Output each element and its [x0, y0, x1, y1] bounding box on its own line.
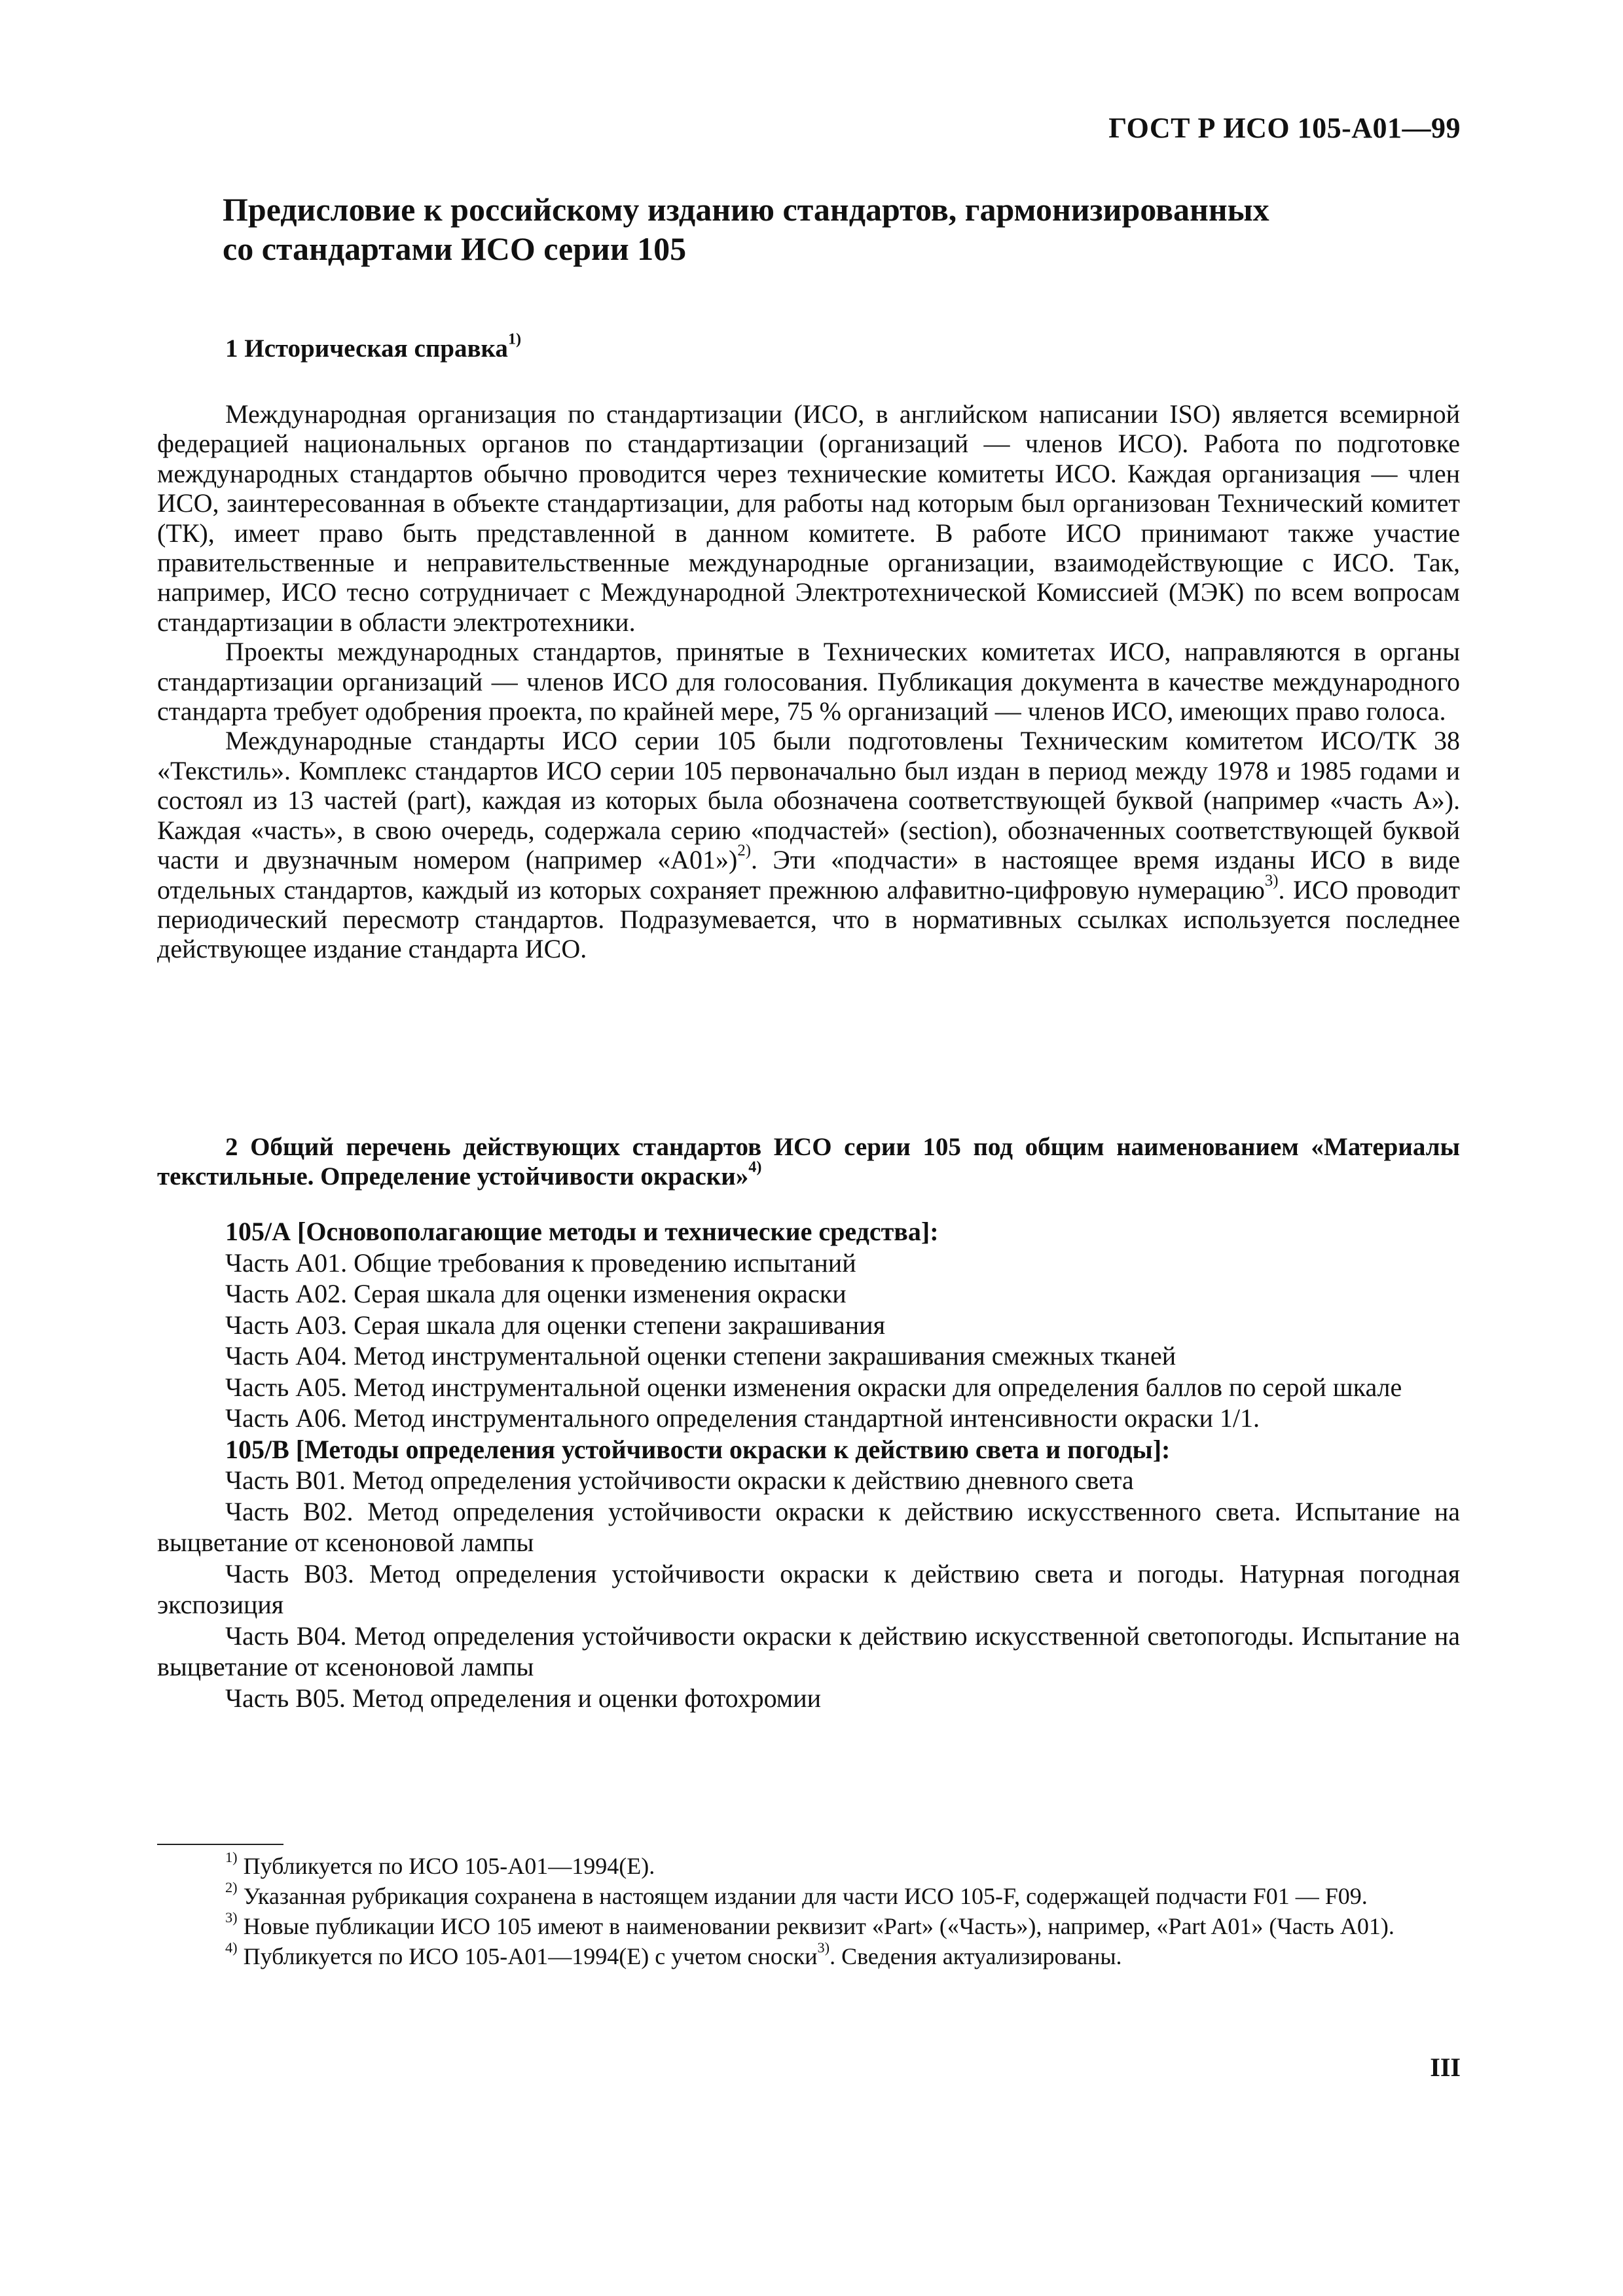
paragraph: Проекты международных стандартов, принятые в Технических комитетах ИСО, направляются в органы стандартизации организаций — членов ИСО для голосования. Публикация документа в качестве международного стандарта требует одобрения проекта, по крайней мере, 75 % организаций — членов ИСО, имеющих право голоса.	[157, 637, 1460, 726]
list-item: Часть В04. Метод определения устойчивости окраски к действию искусственной светопогоды. Испытание на выцветание от ксеноновой лампы	[157, 1621, 1460, 1681]
standards-list	[157, 1216, 1460, 1713]
section-2-heading	[157, 1132, 1460, 1191]
list-item: Часть А06. Метод инструментального определения стандартной интенсивности окраски 1/1.	[225, 1403, 1260, 1433]
list-group-heading-a: 105/А [Основополагающие методы и технические средства]:	[225, 1217, 939, 1246]
footnote-text: Новые публикации ИСО 105 имеют в наименовании реквизит «Part» («Часть»), например, «Part A01» (Часть А01).	[237, 1913, 1395, 1939]
list-group-heading-b: 105/В [Методы определения устойчивости окраски к действию света и погоды]:	[225, 1434, 1171, 1464]
footnote-ref: 4)	[748, 1158, 762, 1176]
foreword-title-line-1: Предисловие к российскому изданию стандартов, гармонизированных	[223, 191, 1269, 228]
footnote-4	[157, 1939, 1460, 1970]
paragraph-text: . Эти «подчасти» в настоящее время изданы ИСО в виде отдельных стандартов, каждый из которых сохраняет прежнюю алфавитно-цифровую нумерацию	[157, 845, 1460, 905]
list-item: Часть А04. Метод инструментальной оценки степени закрашивания смежных тканей	[225, 1341, 1176, 1371]
section-2-heading-text: 2 Общий перечень действующих стандартов ИСО серии 105 под общим наименованием «Материалы текстильные. Определение устойчивости окраски»	[157, 1133, 1460, 1191]
footnote-text: Публикуется по ИСО 105-А01—1994(Е).	[237, 1853, 655, 1879]
list-item: Часть В03. Метод определения устойчивости окраски к действию света и погоды. Натурная погодная экспозиция	[157, 1558, 1460, 1619]
footnote-1	[157, 1849, 1460, 1880]
list-item: Часть А05. Метод инструментальной оценки изменения окраски для определения баллов по серой шкале	[225, 1372, 1402, 1402]
footnote-mark: 3)	[225, 1909, 238, 1926]
footnote-mark: 1)	[225, 1849, 238, 1866]
foreword-title	[223, 190, 1401, 268]
footnote-text: . Сведения актуализированы.	[830, 1943, 1122, 1969]
footnote-mark: 4)	[225, 1939, 238, 1956]
footnote-divider	[157, 1844, 283, 1845]
list-item: Часть А02. Серая шкала для оценки изменения окраски	[225, 1279, 847, 1308]
paragraph-text: Международные стандарты ИСО серии 105 были подготовлены Техническим комитетом ИСО/ТК 38 «Текстиль». Комплекс стандартов ИСО серии 105 первоначально был издан в период между 1978 и 1985 годами и состоял из 13 частей (part), каждая из которых была обозначена соответствующей буквой (например «часть А»). Каждая «часть», в свою очередь, содержала серию «подчастей» (section), обозначенных соответствующей буквой части и двузначным номером (например «А01»)	[157, 726, 1460, 875]
section-1-heading	[225, 330, 522, 363]
page-number: III	[1430, 2053, 1461, 2082]
paragraph: Международная организация по стандартизации (ИСО, в английском написании ISO) является всемирной федерацией национальных органов по стандартизации (организаций — членов ИСО). Работа по подготовке международных стандартов обычно проводится через технические комитеты ИСО. Каждая организация — член ИСО, заинтересованная в объекте стандартизации, для работы над которым был организован Технический комитет (ТК), имеет право быть представленной в данном комитете. В работе ИСО принимают также участие правительственные и неправительственные международные организации, взаимодействующие с ИСО. Так, например, ИСО тесно сотрудничает с Международной Электротехнической Комиссией (МЭК) по всем вопросам стандартизации в области электротехники.	[157, 399, 1460, 637]
document-code-header: ГОСТ Р ИСО 105-А01—99	[1108, 112, 1461, 144]
paragraph	[157, 726, 1460, 963]
list-item: Часть В02. Метод определения устойчивости окраски к действию искусственного света. Испытание на выцветание от ксеноновой лампы	[157, 1496, 1460, 1557]
foreword-title-line-2: со стандартами ИСО серии 105	[223, 230, 687, 267]
footnote-ref: 2)	[737, 842, 751, 860]
footnote-3	[157, 1909, 1460, 1940]
list-item: Часть А03. Серая шкала для оценки степени закрашивания	[225, 1310, 885, 1340]
list-item: Часть В01. Метод определения устойчивости окраски к действию дневного света	[225, 1465, 1134, 1495]
footnote-text: Указанная рубрикация сохранена в настоящем издании для части ИСО 105-F, содержащей подчасти F01 — F09.	[237, 1883, 1368, 1909]
footnote-mark: 2)	[225, 1879, 238, 1896]
footnote-text: Публикуется по ИСО 105-А01—1994(Е) с учетом сноски	[237, 1943, 818, 1969]
section-1-heading-text: 1 Историческая справка	[225, 334, 508, 363]
footnote-2	[157, 1879, 1460, 1910]
footnote-ref: 3)	[817, 1939, 830, 1956]
footnote-ref: 1)	[507, 330, 522, 348]
footnotes	[157, 1849, 1460, 1973]
section-1-body	[157, 399, 1460, 964]
footnote-ref: 3)	[1264, 871, 1279, 889]
paragraph-text: . ИСО проводит периодический пересмотр стандартов. Подразумевается, что в нормативных ссылках используется последнее действующее издание стандарта ИСО.	[157, 874, 1460, 964]
list-item: Часть В05. Метод определения и оценки фотохромии	[225, 1683, 822, 1713]
list-item: Часть А01. Общие требования к проведению испытаний	[225, 1247, 856, 1278]
